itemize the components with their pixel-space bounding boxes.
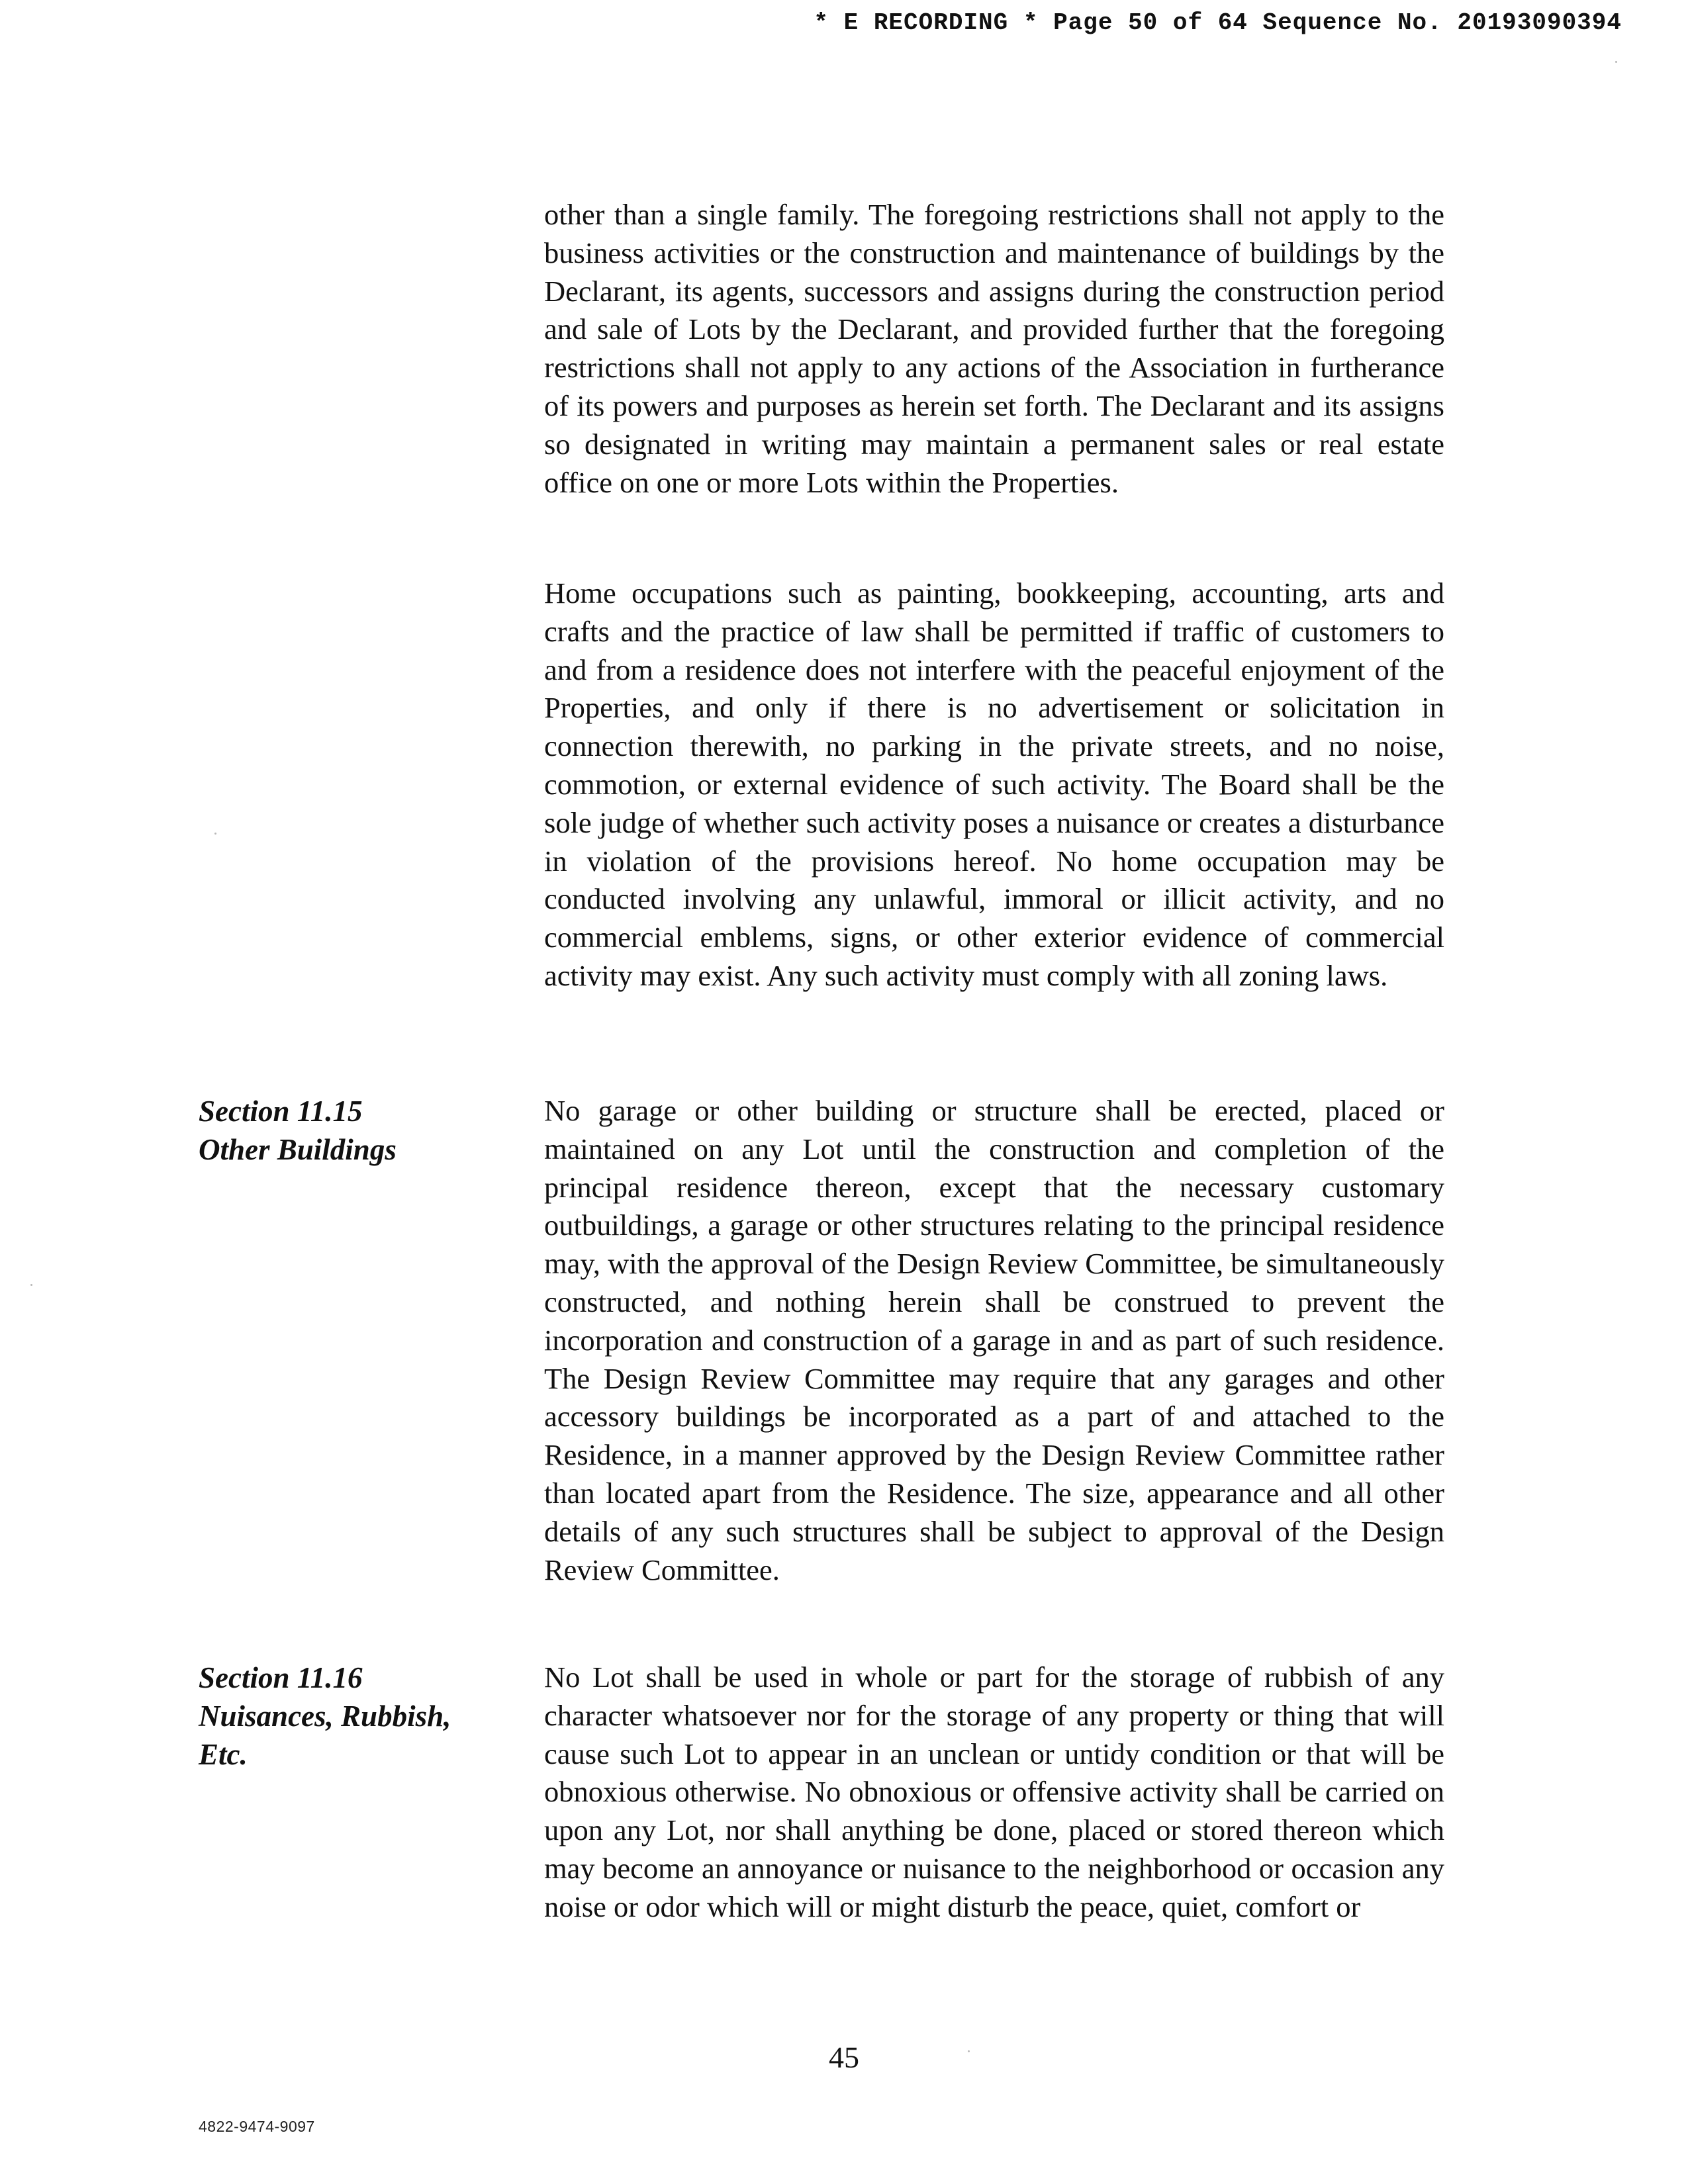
section-title: Nuisances, Rubbish,	[199, 1700, 451, 1733]
home-occupations-paragraph: Home occupations such as painting, bookkeeping, accounting, arts and crafts and the practice of law shall be permitted if traffic of customers to and from a residence does not interfere with the peaceful enjoyment of the Properties, and only if there is no advertisement or solicitation in connection therewith, no parking in the private streets, and no noise, commotion, or external evidence of such activity. The Board shall be the sole judge of whether such activity poses a nuisance or creates a disturbance in violation of the provisions hereof. No home occupation may be conducted involving any unlawful, immoral or illicit activity, and no commercial emblems, signs, or other exterior evidence of commercial activity may exist. Any such activity must comply with all zoning laws.	[544, 576, 1444, 992]
section-number: Section 11.15	[199, 1095, 363, 1128]
section-11-15-heading	[199, 1092, 516, 1169]
section-11-15-text: No garage or other building or structure shall be erected, placed or maintained on any Lot until the construction and completion of the principal residence thereon, except that the necessary customary outbuildings, a garage or other structures relating to the principal residence may, with the approval of the Design Review Committee, be simultaneously constructed, and nothing herein shall be construed to prevent the incorporation and construction of a garage in and as part of such residence. The Design Review Committee may require that any garages and other accessory buildings be incorporated as a part of and attached to the Residence, in a manner approved by the Design Review Committee rather than located apart from the Residence. The size, appearance and all other details of any such structures shall be subject to approval of the Design Review Committee.	[544, 1094, 1444, 1586]
section-11-16-text: No Lot shall be used in whole or part for the storage of rubbish of any character whatsoever nor for the storage of any property or thing that will cause such Lot to appear in an unclean or untidy condition or that will be obnoxious otherwise. No obnoxious or offensive activity shall be carried on upon any Lot, nor shall anything be done, placed or stored thereon which may become an annoyance or nuisance to the neighborhood or occasion any noise or odor which will or might disturb the peace, quiet, comfort or	[544, 1661, 1444, 1923]
section-number: Section 11.16	[199, 1661, 363, 1694]
scan-speck	[30, 1284, 32, 1286]
section-title-continued: Etc.	[199, 1738, 248, 1771]
scan-speck	[1615, 61, 1617, 63]
section-title: Other Buildings	[199, 1133, 397, 1166]
document-id: 4822-9474-9097	[199, 2118, 315, 2135]
section-11-16-heading	[199, 1659, 516, 1774]
scan-speck	[214, 833, 216, 835]
recording-stamp-header: * E RECORDING * Page 50 of 64 Sequence No. 20193090394	[814, 9, 1622, 36]
page-number: 45	[829, 2040, 859, 2074]
scan-speck	[968, 2050, 970, 2052]
continuation-paragraph: other than a single family. The foregoing restrictions shall not apply to the business activities or the construction and maintenance of buildings by the Declarant, its agents, successors and assigns during the construction period and sale of Lots by the Declarant, and provided further that the foregoing restrictions shall not apply to any actions of the Association in furtherance of its powers and purposes as herein set forth. The Declarant and its assigns so designated in writing may maintain a permanent sales or real estate office on one or more Lots within the Properties.	[544, 198, 1444, 499]
